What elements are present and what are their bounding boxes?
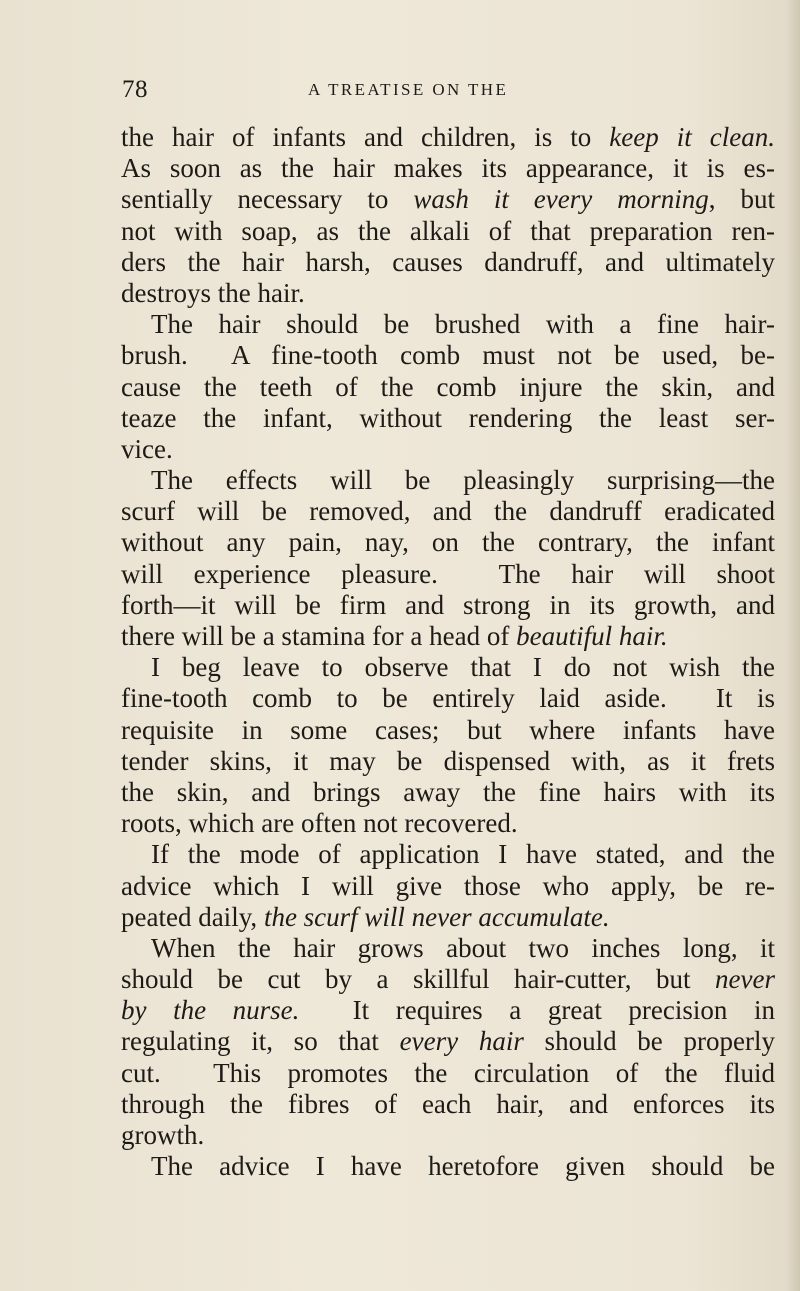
- italic-text: wash it every morning: [413, 184, 709, 215]
- text-line: [121, 964, 775, 995]
- text-segment: not with soap, as the alkali of that preparation ren-: [121, 215, 775, 246]
- text-line: [121, 621, 775, 652]
- text-line: [121, 1151, 775, 1182]
- text-line: [121, 496, 775, 527]
- text-segment: I beg leave to observe that I do not wish the: [151, 652, 775, 683]
- italic-text: keep it clean.: [609, 122, 775, 152]
- text-line: [121, 1058, 775, 1089]
- text-line: [121, 652, 775, 683]
- text-segment: vice.: [121, 433, 173, 464]
- text-segment: growth.: [121, 1120, 205, 1150]
- italic-text: by the nurse.: [121, 995, 300, 1026]
- text-line: [121, 465, 775, 496]
- text-line: [121, 902, 775, 933]
- text-line: [121, 527, 775, 558]
- text-segment: requisite in some cases; but where infants have: [121, 714, 775, 745]
- text-segment: The hair should be brushed with a fine hair-: [151, 309, 775, 340]
- text-segment: brush. A fine-tooth comb must not be used, be-: [121, 340, 775, 371]
- text-line: [121, 340, 775, 371]
- text-line: [121, 590, 775, 621]
- text-segment: the hair of infants and children, is to: [121, 122, 610, 152]
- text-segment: advice which I will give those who apply, be re-: [121, 870, 775, 901]
- text-line: [121, 808, 775, 839]
- italic-text: every hair: [399, 1026, 524, 1057]
- text-line: [121, 153, 775, 184]
- text-line: [121, 559, 775, 590]
- text-segment: should be cut by a skillful hair-cutter, but: [121, 964, 716, 995]
- text-segment: the skin, and brings away the fine hairs with its: [121, 776, 775, 807]
- text-segment: fine-tooth comb to be entirely laid aside. It is: [121, 683, 775, 714]
- text-line: [121, 184, 775, 215]
- body-text: [121, 122, 775, 1182]
- page-number: 78: [122, 76, 148, 103]
- text-segment: When the hair grows about two inches long, it: [151, 932, 775, 963]
- running-title: A TREATISE ON THE: [308, 80, 509, 99]
- text-line: [121, 777, 775, 808]
- text-line: [121, 372, 775, 403]
- italic-text: the scurf will never accumulate.: [263, 901, 610, 932]
- text-segment: sentially necessary to: [121, 184, 414, 215]
- text-segment: The effects will be pleasingly surprising—the: [151, 465, 775, 496]
- text-line: [121, 403, 775, 434]
- text-segment: It requires a great precision in: [299, 995, 775, 1026]
- text-segment: through the fibres of each hair, and enforces its: [121, 1088, 775, 1119]
- text-line: [121, 933, 775, 964]
- text-segment: forth—it will be firm and strong in its growth, and: [121, 589, 775, 620]
- text-segment: The advice I have heretofore given should be: [151, 1151, 775, 1182]
- text-segment: without any pain, nay, on the contrary, the infant: [121, 527, 775, 558]
- text-segment: peated daily,: [121, 901, 264, 932]
- text-segment: ders the hair harsh, causes dandruff, and ultimately: [121, 246, 775, 277]
- text-line: [121, 247, 775, 278]
- running-head: [122, 76, 782, 106]
- text-line: [121, 839, 775, 870]
- text-line: [121, 871, 775, 902]
- page-edge-shadow: [786, 0, 800, 1291]
- text-segment: If the mode of application I have stated, and the: [151, 839, 775, 870]
- text-line: [121, 1026, 775, 1057]
- text-line: [121, 715, 775, 746]
- text-segment: cut. This promotes the circulation of the fluid: [121, 1057, 775, 1088]
- text-segment: cause the teeth of the comb injure the skin, and: [121, 371, 775, 402]
- text-line: [121, 309, 775, 340]
- text-segment: As soon as the hair makes its appearance, it is es-: [121, 153, 775, 184]
- text-line: [121, 746, 775, 777]
- text-segment: teaze the infant, without rendering the least ser-: [121, 402, 775, 433]
- text-segment: there will be a stamina for a head of: [121, 621, 517, 651]
- text-line: [121, 683, 775, 714]
- text-line: [121, 122, 775, 153]
- text-line: [121, 278, 775, 309]
- text-segment: , but: [708, 184, 775, 215]
- text-segment: roots, which are often not recovered.: [121, 808, 518, 839]
- text-segment: tender skins, it may be dispensed with, as it frets: [121, 745, 775, 776]
- text-segment: scurf will be removed, and the dandruff eradicated: [121, 496, 775, 527]
- text-line: [121, 434, 775, 465]
- text-line: [121, 216, 775, 247]
- italic-text: beautiful hair.: [516, 621, 668, 651]
- text-line: [121, 1089, 775, 1120]
- italic-text: never: [715, 964, 775, 995]
- text-segment: should be properly: [523, 1026, 775, 1057]
- text-segment: destroys the hair.: [121, 277, 305, 308]
- text-segment: will experience pleasure. The hair will shoot: [121, 558, 775, 589]
- text-line: [121, 1120, 775, 1151]
- text-segment: regulating it, so that: [121, 1026, 400, 1057]
- text-line: [121, 995, 775, 1026]
